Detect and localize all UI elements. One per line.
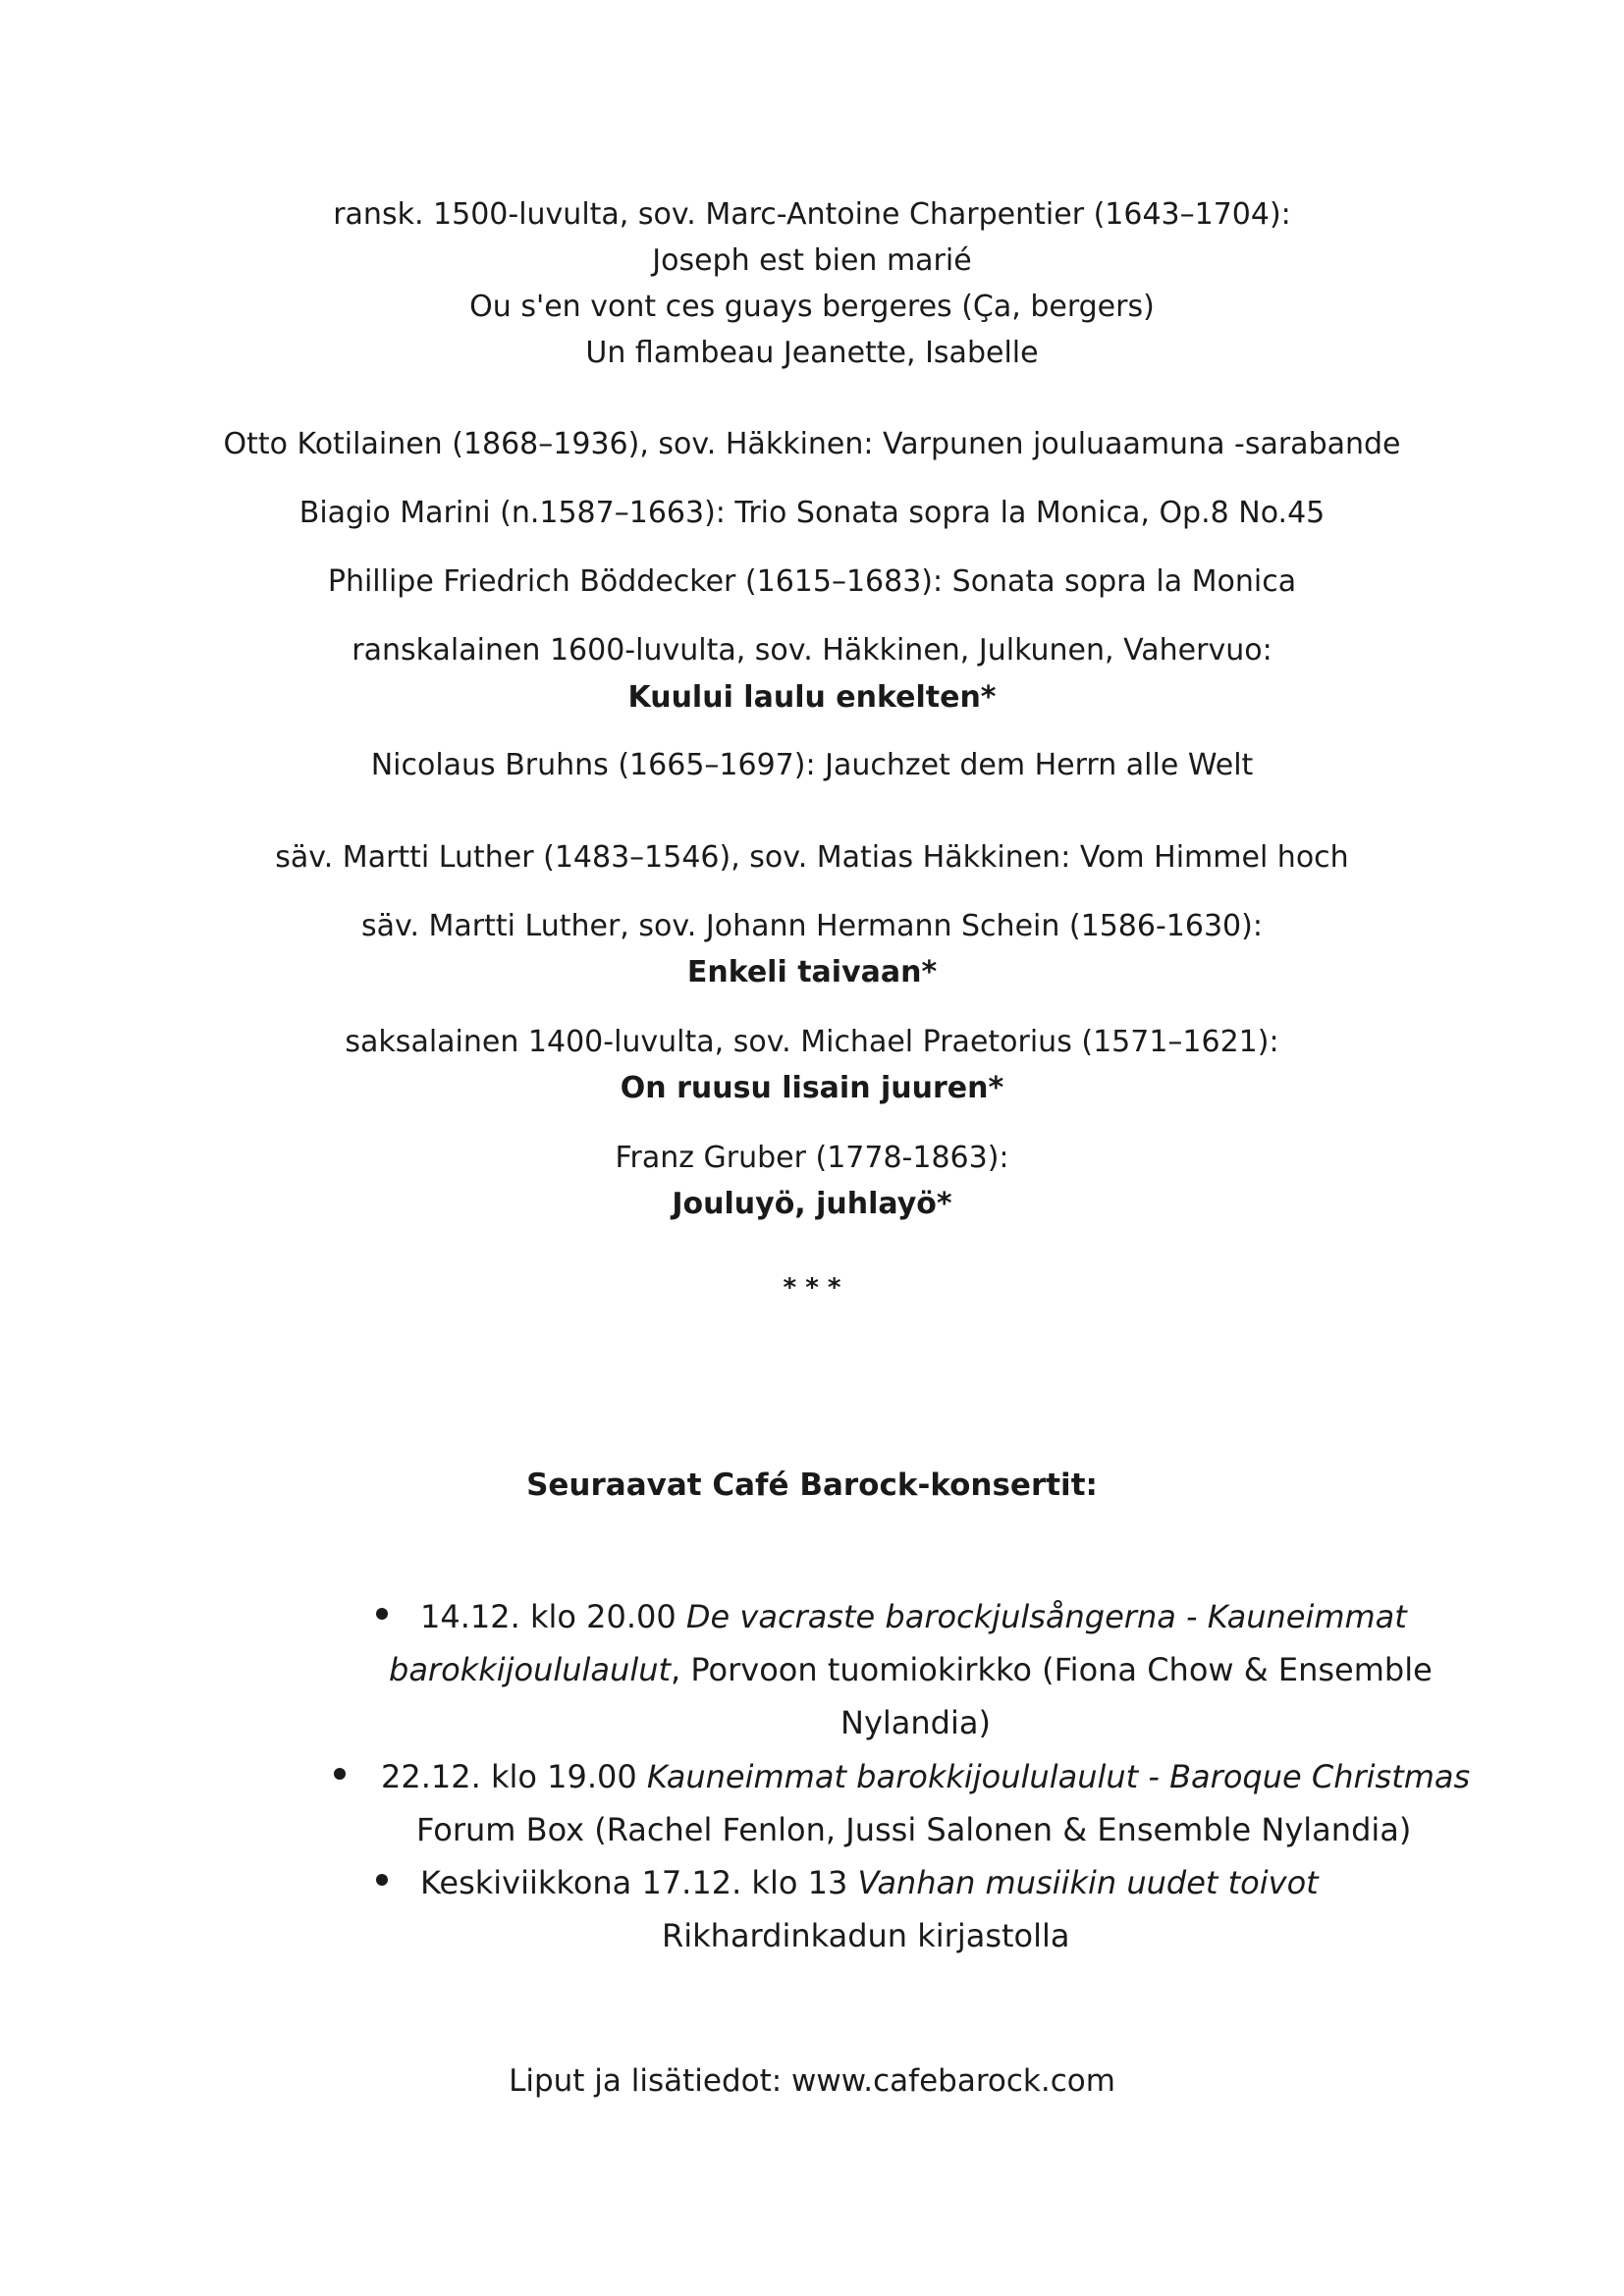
upcoming-item-venue: Nylandia) <box>840 1704 991 1741</box>
program-line-marini: Biagio Marini (n.1587–1663): Trio Sonata sopra la Monica, Op.8 No.45 <box>298 496 1326 530</box>
bullet-icon <box>376 1608 388 1620</box>
upcoming-item-date: Keskiviikkona 17.12. klo 13 <box>420 1864 858 1901</box>
program-title: Ou s'en vont ces guays bergeres (Ça, bergers) <box>469 290 1155 324</box>
program-line-kotilainen: Otto Kotilainen (1868–1936), sov. Häkkinen: Varpunen jouluaamuna -sarabande <box>223 427 1401 461</box>
upcoming-item-venue: Forum Box (Rachel Fenlon, Jussi Salonen & Ensemble Nylandia) <box>416 1811 1412 1848</box>
program-composer-schein: säv. Martti Luther, sov. Johann Hermann Schein (1586-1630): <box>361 909 1263 943</box>
upcoming-item-1-line-1 <box>420 1590 1407 1643</box>
program-title-jouluyo: Jouluyö, juhlayö* <box>672 1187 952 1221</box>
program-composer-gruber: Franz Gruber (1778-1863): <box>615 1141 1009 1175</box>
upcoming-item-venue: Rikhardinkadun kirjastolla <box>662 1917 1070 1954</box>
program-line-luther: säv. Martti Luther (1483–1546), sov. Matias Häkkinen: Vom Himmel hoch <box>275 840 1349 875</box>
bullet-icon <box>376 1874 388 1886</box>
upcoming-item-date: 22.12. klo 19.00 <box>381 1758 647 1795</box>
upcoming-item-3-line-1 <box>420 1856 1319 1909</box>
separator: * * * <box>783 1273 841 1303</box>
program-line-boddecker: Phillipe Friedrich Böddecker (1615–1683): Sonata sopra la Monica <box>327 564 1297 599</box>
program-title: Un flambeau Jeanette, Isabelle <box>585 336 1039 370</box>
footer-info: Liput ja lisätiedot: www.cafebarock.com <box>509 2063 1115 2099</box>
upcoming-item-title: barokkijoululaulut <box>389 1651 672 1688</box>
upcoming-item-title: Kauneimmat barokkijoululaulut - Baroque Christmas <box>646 1758 1471 1795</box>
program-title-enkeli-taivaan: Enkeli taivaan* <box>686 955 938 989</box>
program-composer-charpentier: ransk. 1500-luvulta, sov. Marc-Antoine Charpentier (1643–1704): <box>333 197 1291 232</box>
bullet-icon <box>334 1768 346 1780</box>
program-title: Joseph est bien marié <box>652 243 972 278</box>
program-composer-ranskalainen: ranskalainen 1600-luvulta, sov. Häkkinen, Julkunen, Vahervuo: <box>352 633 1272 667</box>
upcoming-item-title: De vacraste barockjulsångerna - Kauneimmat <box>685 1598 1407 1635</box>
program-line-bruhns: Nicolaus Bruhns (1665–1697): Jauchzet dem Herrn alle Welt <box>370 748 1254 782</box>
upcoming-item-venue: , Porvoon tuomiokirkko (Fiona Chow & Ensemble <box>671 1651 1433 1688</box>
program-title-kuului-laulu: Kuului laulu enkelten* <box>627 680 997 715</box>
program-composer-praetorius: saksalainen 1400-luvulta, sov. Michael Praetorius (1571–1621): <box>345 1025 1279 1059</box>
upcoming-item-2-line-1 <box>381 1750 1470 1803</box>
program-title-on-ruusu: On ruusu lisain juuren* <box>620 1071 1004 1105</box>
upcoming-heading: Seuraavat Café Barock-konsertit: <box>526 1468 1098 1503</box>
upcoming-item-1-line-2 <box>389 1643 1433 1696</box>
upcoming-item-title: Vanhan musiikin uudet toivot <box>857 1864 1319 1901</box>
upcoming-item-date: 14.12. klo 20.00 <box>420 1598 686 1635</box>
